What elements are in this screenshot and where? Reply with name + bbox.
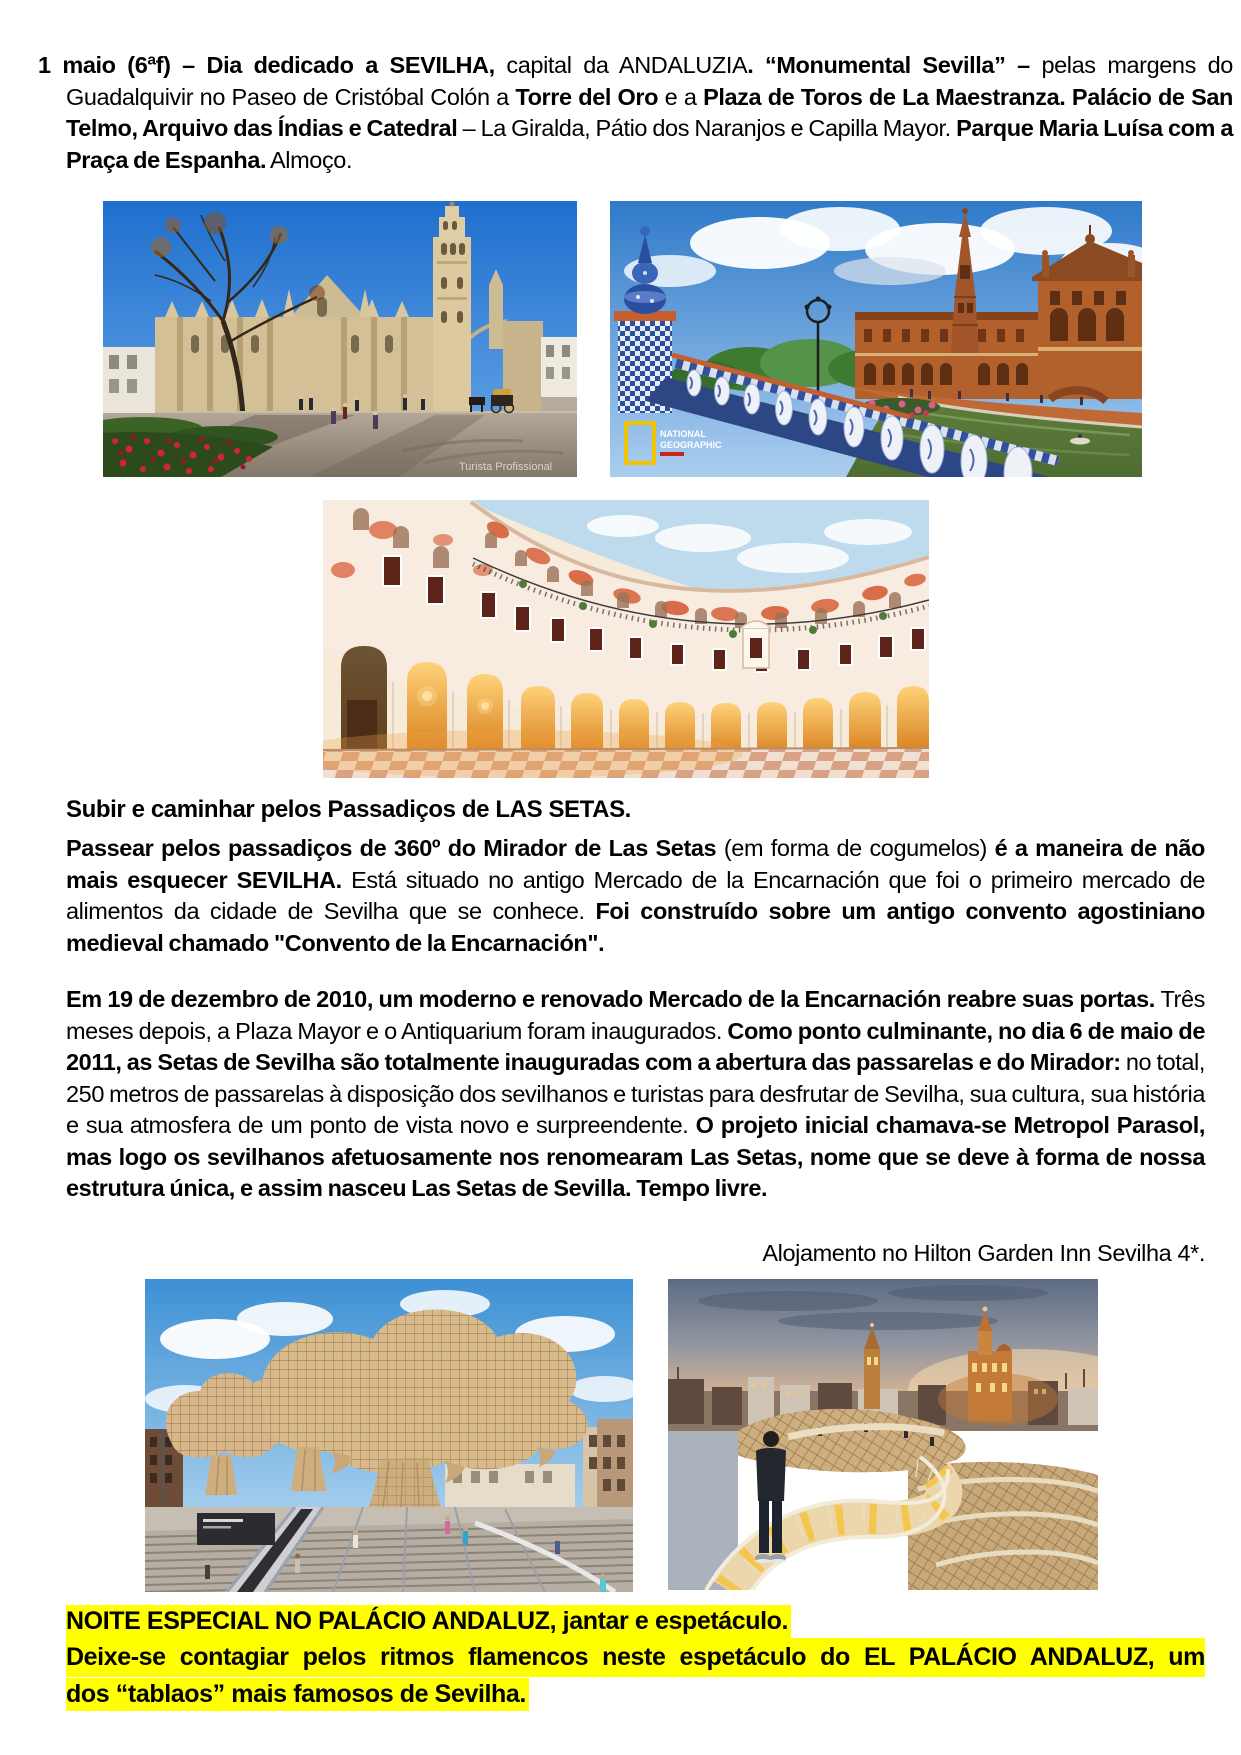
- history-seg-1: Três meses depois, a Plaza Mayor e o Antiquarium foram inaugurados.: [66, 986, 1205, 1044]
- special-night-line-3: [66, 1677, 1205, 1711]
- walk-heading: Subir e caminhar pelos Passadiços de LAS SETAS.: [66, 796, 631, 823]
- history-seg-4: O projeto inicial chamava-se Metropol Parasol, mas logo os sevilhanos afetuosamente nos renomearam Las Setas, nome que se deve à forma de nossa estrutura única, e assim nasceu Las Setas de Sevilla. Tempo livre.: [66, 1112, 1205, 1201]
- mirador-paragraph: [66, 833, 1205, 959]
- intro-seg-1: capital da ANDALUZIA: [494, 52, 748, 78]
- history-seg-0: Em 19 de dezembro de 2010, um moderno e renovado Mercado de la Encarnación reabre suas portas.: [66, 986, 1161, 1012]
- intro-paragraph: [38, 50, 1233, 176]
- mirador-seg-4: Foi construído sobre um antigo convento agostiniano medieval chamado "Convento de la Encarnación".: [66, 898, 1206, 956]
- cabildo-illustration: [323, 500, 929, 778]
- intro-seg-5: e a: [658, 83, 704, 110]
- special-night-block: [66, 1604, 1205, 1711]
- plaza-espana-illustration: [610, 201, 1142, 477]
- cathedral-watermark-text: Turista Profissional: [459, 461, 553, 473]
- intro-seg-7: – La Giralda, Pátio dos Naranjos e Capilla Mayor.: [457, 115, 957, 141]
- photo-las-setas-street-view: [145, 1279, 633, 1592]
- las-setas-street-illustration: [145, 1279, 633, 1592]
- las-setas-walkway-illustration: [668, 1279, 1098, 1590]
- kiosk: [197, 1513, 275, 1545]
- natgeo-line2: GEOGRAPHIC: [660, 440, 722, 450]
- intro-seg-0: 1 maio (6ªf) – Dia dedicado a SEVILHA,: [38, 52, 495, 78]
- baroque-portal: [741, 621, 771, 668]
- history-seg-2: Como ponto culminante, no dia 6 de maio de 2011, as Setas de Sevilha são totalmente inauguradas com a abertura das passarelas e do Mirador:: [66, 1017, 1205, 1075]
- intro-seg-8: Parque Maria Luísa com a Praça de Espanha.: [66, 115, 1233, 173]
- photo-plaza-de-espana: [610, 201, 1142, 477]
- mirador-seg-1: (em forma de cogumelos): [723, 835, 995, 861]
- mirador-seg-0: Passear pelos passadiços de 360º do Mirador de Las Setas: [66, 835, 724, 861]
- mirador-seg-3: Está situado no antigo Mercado de la Encarnación que foi o primeiro mercado de alimentos da cidade de Sevilha que se conhece.: [66, 866, 1205, 924]
- right-building: [541, 337, 577, 417]
- history-seg-3: no total, 250 metros de passarelas à disposição dos sevilhanos e turistas para desfrutar de Sevilha, sua cultura, sua história e sua atmosfera de um ponto de vista novo e surpreendente.: [66, 1049, 1206, 1138]
- special-night-line-2: Deixe-se contagiar pelos ritmos flamencos neste espetáculo do EL PALÁCIO ANDALUZ, um: [66, 1638, 1205, 1677]
- intro-seg-4: Torre del Oro: [515, 83, 659, 110]
- photo-seville-cathedral-giralda: [103, 201, 577, 477]
- special-night-text-3: dos “tablaos” mais famosos de Sevilha.: [66, 1678, 529, 1711]
- left-building: [103, 347, 157, 415]
- history-paragraph: [66, 984, 1205, 1205]
- photo-plaza-del-cabildo: [323, 500, 929, 778]
- plaza-and-stairs: [145, 1507, 633, 1592]
- natgeo-line1: NATIONAL: [660, 429, 706, 439]
- intro-seg-3: pelas margens do Guadalquivir no Paseo de Cristóbal Colón a: [66, 52, 1233, 110]
- special-night-text-1: NOITE ESPECIAL NO PALÁCIO ANDALUZ, jantar e espetáculo.: [66, 1605, 791, 1638]
- lodging-line: Alojamento no Hilton Garden Inn Sevilha 4*.: [762, 1240, 1205, 1266]
- cathedral-illustration: [103, 201, 577, 477]
- intro-seg-2: . “Monumental Sevilla” –: [747, 52, 1042, 78]
- photo-las-setas-walkway-sunset: [668, 1279, 1098, 1590]
- intro-seg-6: Plaza de Toros de La Maestranza. Palácio de San Telmo, Arquivo das Índias e Catedral: [66, 83, 1234, 141]
- intro-seg-9: Almoço.: [266, 146, 353, 173]
- special-night-line-1: [66, 1604, 1205, 1638]
- mirador-seg-2: é a maneira de não mais esquecer SEVILHA.: [66, 835, 1205, 893]
